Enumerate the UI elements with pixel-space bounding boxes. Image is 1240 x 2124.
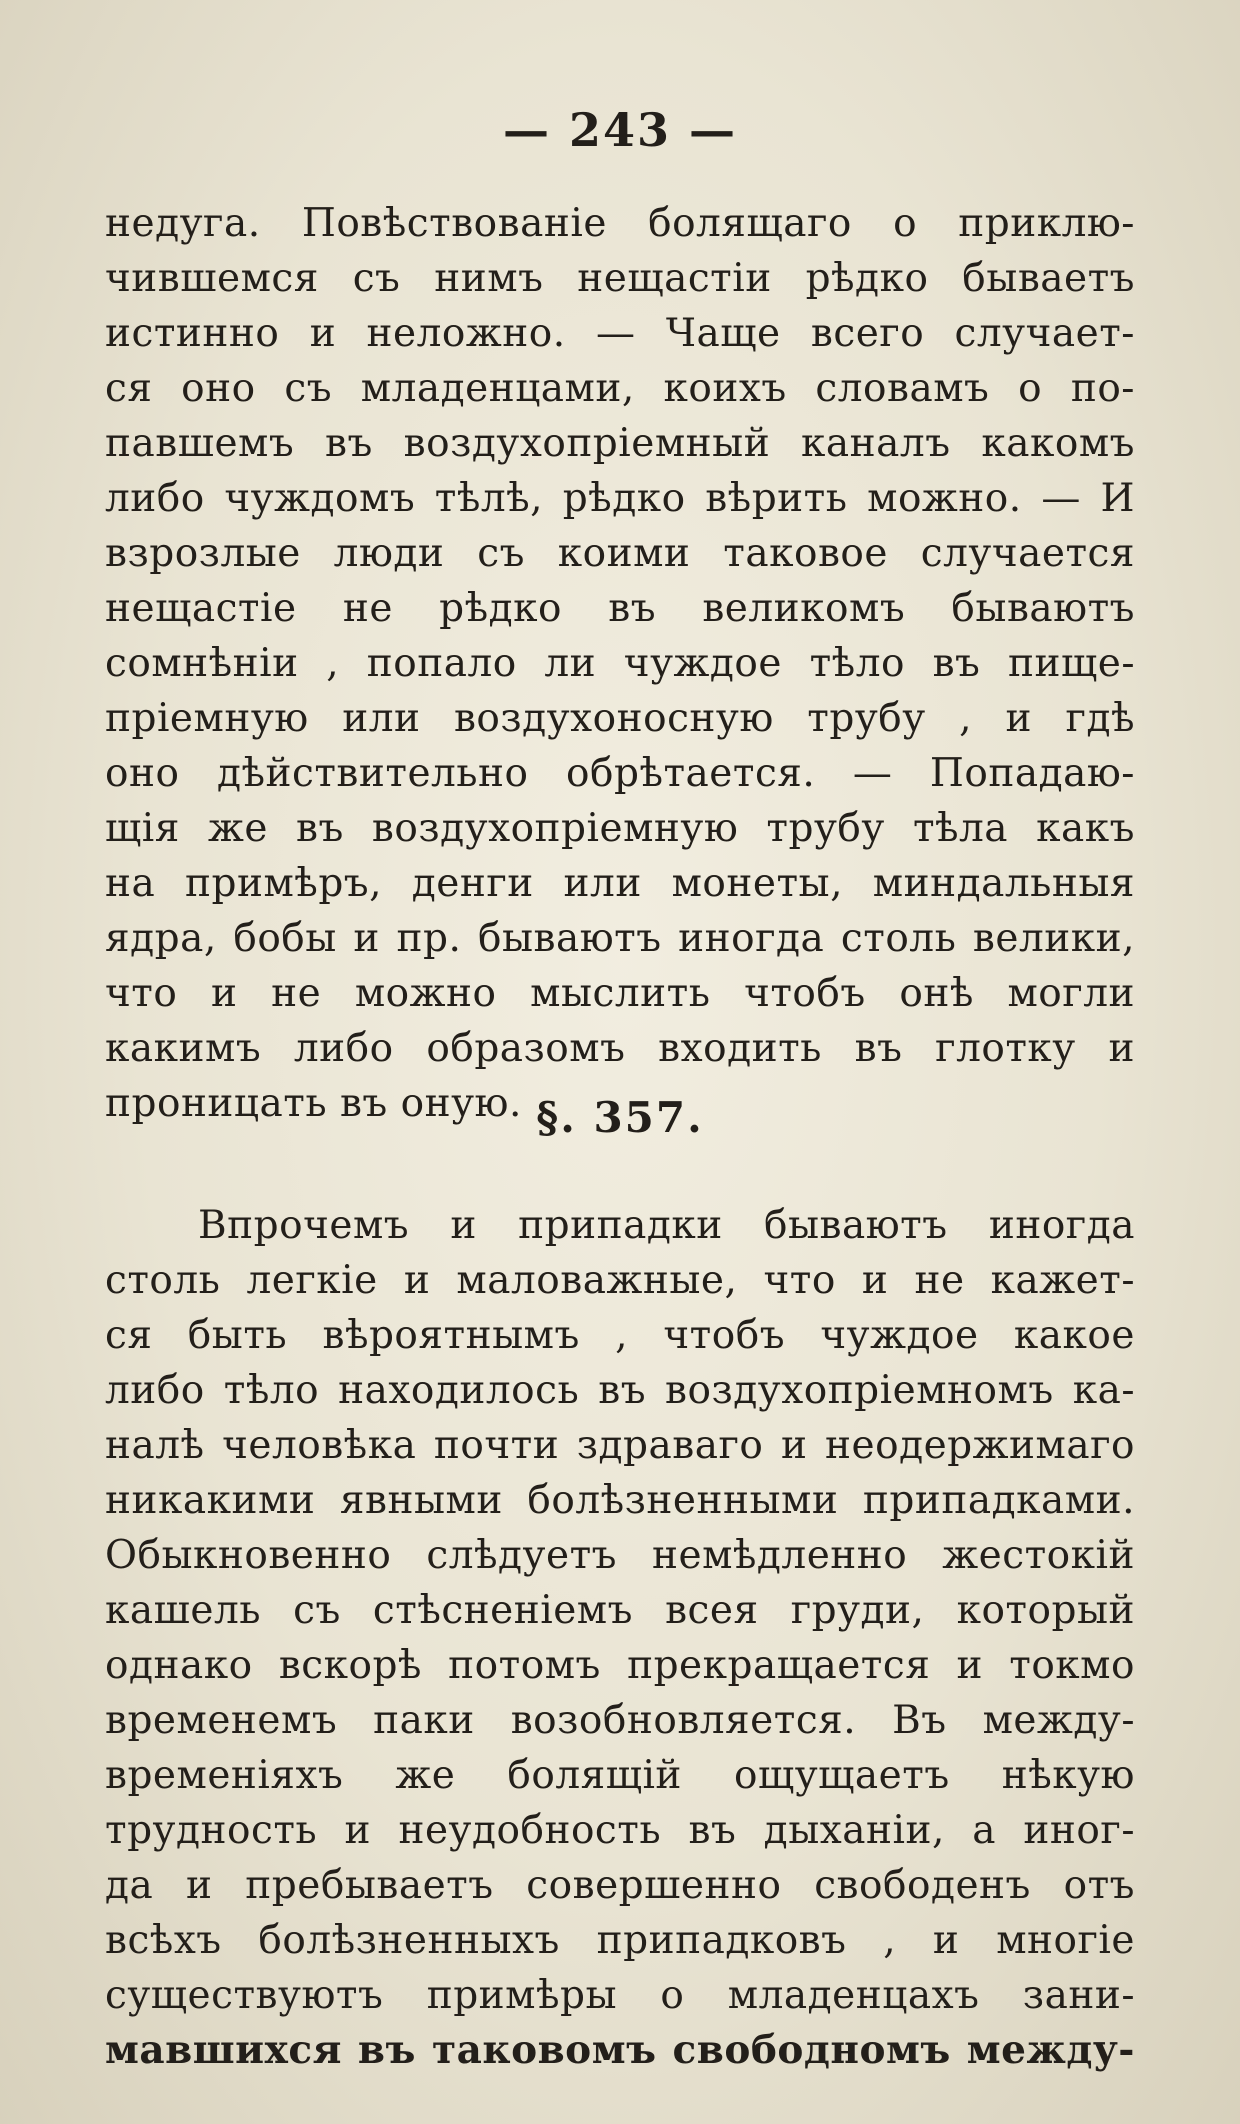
text-line: недуга. Повѣствованіе болящаго о приклю- (105, 201, 1135, 246)
paragraph-1 (105, 196, 1135, 1131)
text-line: что и не можно мыслить чтобъ онѣ могли (105, 971, 1135, 1016)
text-line: какимъ либо образомъ входить въ глотку и (105, 1026, 1135, 1071)
section-heading: §. 357. (536, 1093, 704, 1142)
page-number: — 243 — (502, 103, 738, 157)
text-line: Обыкновенно слѣдуетъ немѣдленно жестокій (105, 1533, 1135, 1578)
text-line: никакими явными болѣзненными припадками. (105, 1478, 1135, 1523)
text-line: временіяхъ же болящій ощущаетъ нѣкую (105, 1753, 1135, 1798)
text-line: всѣхъ болѣзненныхъ припадковъ , и многіе (105, 1918, 1135, 1963)
text-line: нещастіе не рѣдко въ великомъ бываютъ (105, 586, 1135, 631)
text-line: сомнѣніи , попало ли чуждое тѣло въ пище- (105, 641, 1135, 686)
text-line: взрозлые люди съ коими таковое случается (105, 531, 1135, 576)
text-line: налѣ человѣка почти здраваго и неодержимаго (105, 1423, 1135, 1468)
text-line: истинно и неложно. — Чаще всего случает- (105, 311, 1135, 356)
text-line: столь легкіе и маловажные, что и не кажет- (105, 1258, 1135, 1303)
text-line: на примѣръ, денги или монеты, миндальныя (105, 861, 1135, 906)
text-line: чившемся съ нимъ нещастіи рѣдко бываетъ (105, 256, 1135, 301)
text-line: ся быть вѣроятнымъ , чтобъ чуждое какое (105, 1313, 1135, 1358)
text-line: кашель съ стѣсненіемъ всея груди, который (105, 1588, 1135, 1633)
text-line: проницать въ оную. (105, 1081, 522, 1126)
text-line: оно дѣйствительно обрѣтается. — Попадаю- (105, 751, 1135, 796)
text-line: либо чуждомъ тѣлѣ, рѣдко вѣрить можно. — И (105, 476, 1135, 521)
text-line: либо тѣло находилось въ воздухопріемномъ ка- (105, 1368, 1135, 1413)
text-line: существуютъ примѣры о младенцахъ зани- (105, 1973, 1135, 2018)
text-line: ядра, бобы и пр. бываютъ иногда столь велики, (105, 916, 1135, 961)
text-line: временемъ паки возобновляется. Въ между- (105, 1698, 1135, 1743)
text-line: павшемъ въ воздухопріемный каналъ какомъ (105, 421, 1135, 466)
text-line: мавшихся въ таковомъ свободномъ между- (105, 2027, 1135, 2073)
text-line: трудность и неудобность въ дыханіи, а иног- (105, 1808, 1135, 1853)
paragraph-2 (105, 1198, 1135, 2078)
text-line: Впрочемъ и припадки бываютъ иногда (198, 1203, 1135, 1248)
text-line: однако вскорѣ потомъ прекращается и токмо (105, 1643, 1135, 1688)
text-line: да и пребываетъ совершенно свободенъ отъ (105, 1863, 1135, 1908)
text-line: щія же въ воздухопріемную трубу тѣла какъ (105, 806, 1135, 851)
text-line: пріемную или воздухоносную трубу , и гдѣ (105, 696, 1135, 741)
text-line: ся оно съ младенцами, коихъ словамъ о по- (105, 366, 1135, 411)
